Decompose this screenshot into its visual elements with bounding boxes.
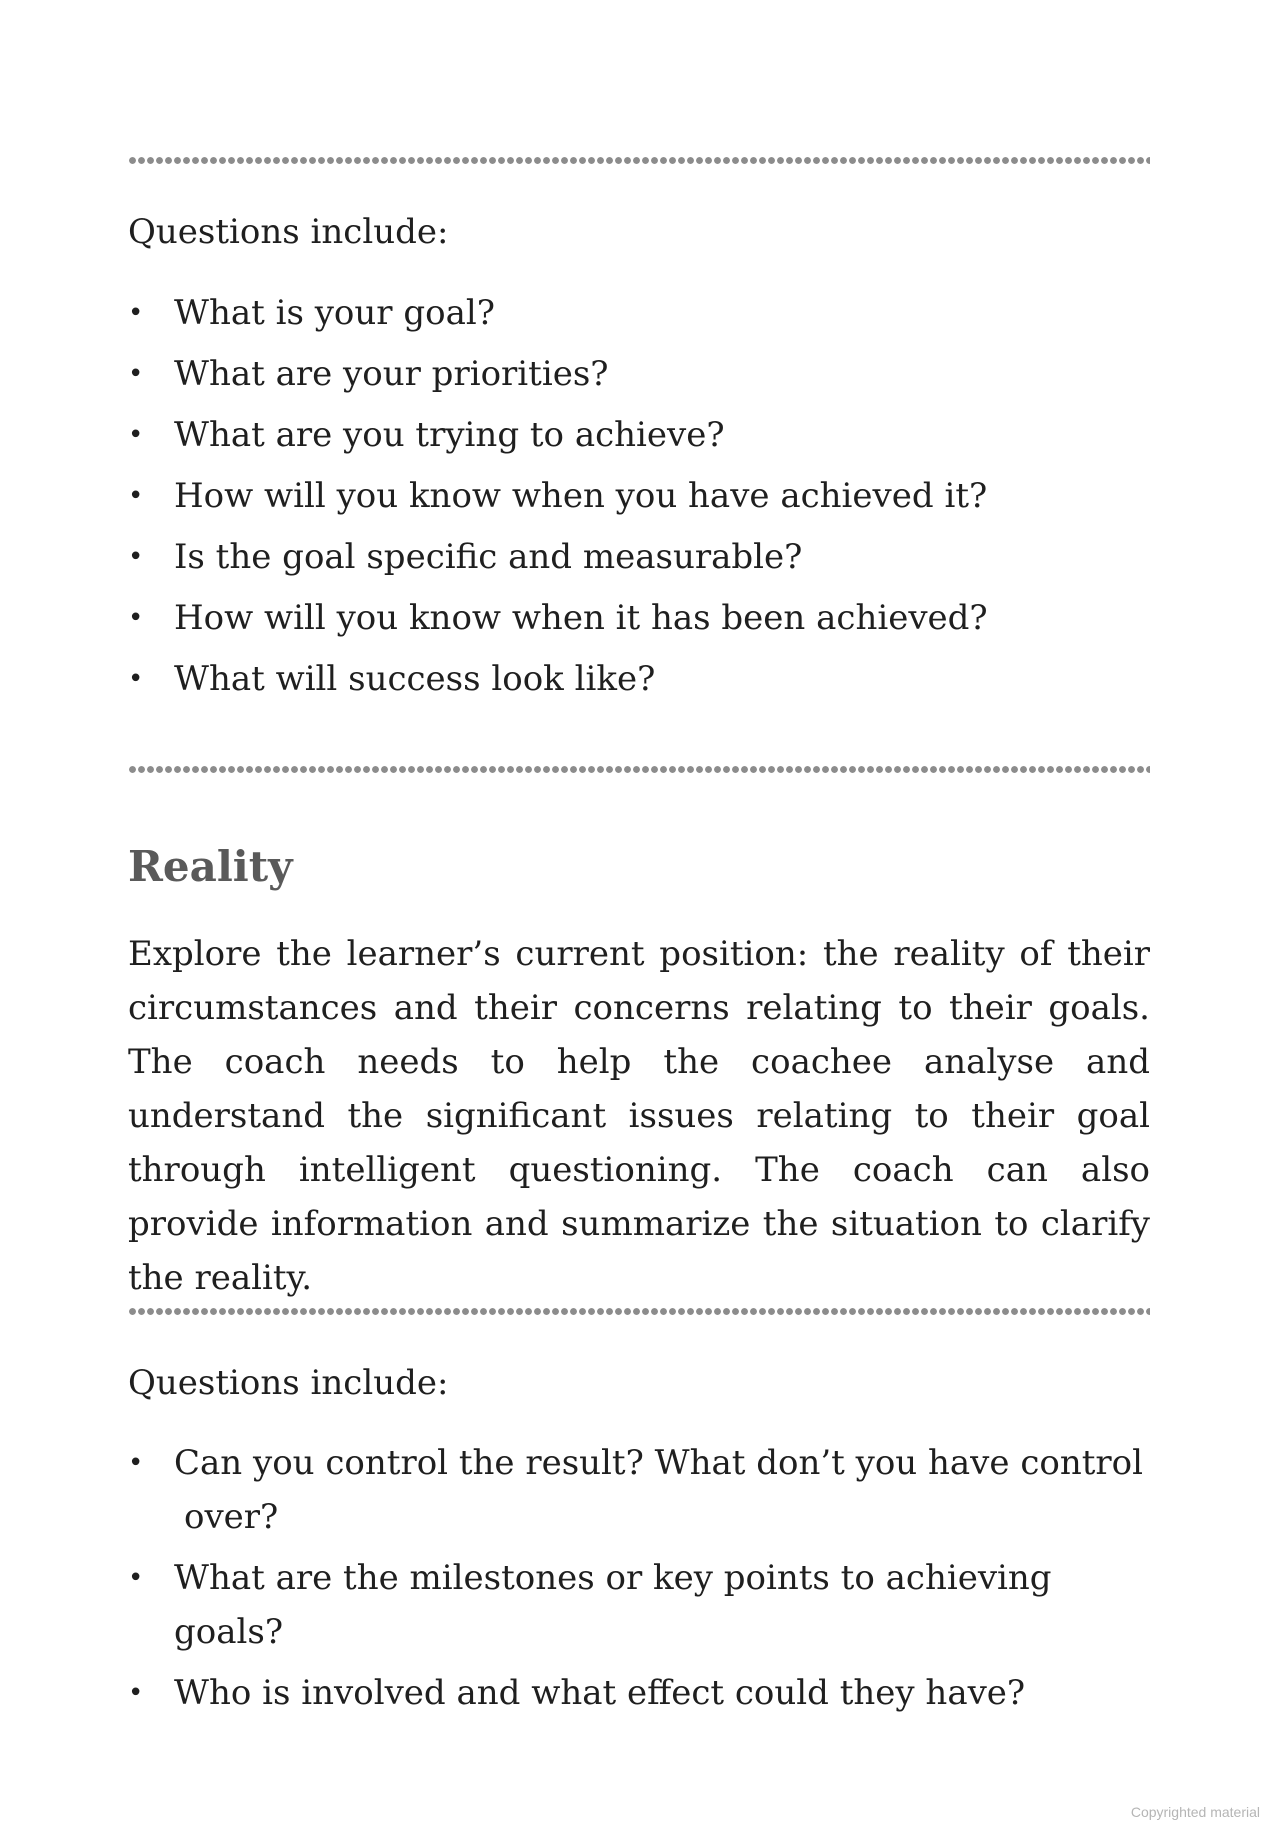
- list-item: • What will success look like?: [128, 652, 1150, 706]
- questions-label: Questions include:: [128, 212, 449, 252]
- reality-paragraph: Explore the learner’s current position: the reality of their circumstances and their concerns relating to their goals. The coach needs to help the coachee analyse and understand the significant issues relating to their goal through intelligent questioning. The coach can also provide information and summarize the situation to clarify the reality.: [128, 934, 1150, 1298]
- list-item: • Is the goal specific and measurable?: [128, 530, 1150, 584]
- bullet-icon: •: [128, 1678, 144, 1708]
- bullet-icon: •: [128, 420, 144, 450]
- dotted-divider: [128, 156, 1150, 165]
- list-item: • Can you control the result? What don’t you have control over?: [128, 1436, 1150, 1544]
- bullet-icon: •: [128, 359, 144, 389]
- dotted-divider: [128, 765, 1150, 774]
- bullet-icon: •: [128, 481, 144, 511]
- bullet-icon: •: [128, 298, 144, 328]
- bullet-icon: •: [128, 603, 144, 633]
- questions-label: Questions include:: [128, 1363, 449, 1403]
- list-item: • Who is involved and what effect could they have?: [128, 1666, 1150, 1720]
- dotted-divider: [128, 1307, 1150, 1316]
- section-heading-reality: Reality: [128, 842, 293, 891]
- copyright-watermark: Copyrighted material: [1130, 1804, 1260, 1820]
- goal-questions-list: [128, 286, 1150, 713]
- reality-questions-list: [128, 1436, 1150, 1727]
- bullet-icon: •: [128, 1448, 144, 1478]
- list-item: • How will you know when you have achieved it?: [128, 469, 1150, 523]
- bullet-icon: •: [128, 664, 144, 694]
- list-item: • How will you know when it has been achieved?: [128, 591, 1150, 645]
- bullet-icon: •: [128, 542, 144, 572]
- list-item: • What is your goal?: [128, 286, 1150, 340]
- bullet-icon: •: [128, 1563, 144, 1593]
- list-item: • What are you trying to achieve?: [128, 408, 1150, 462]
- list-item: • What are the milestones or key points to achieving goals?: [128, 1551, 1150, 1659]
- list-item: • What are your priorities?: [128, 347, 1150, 401]
